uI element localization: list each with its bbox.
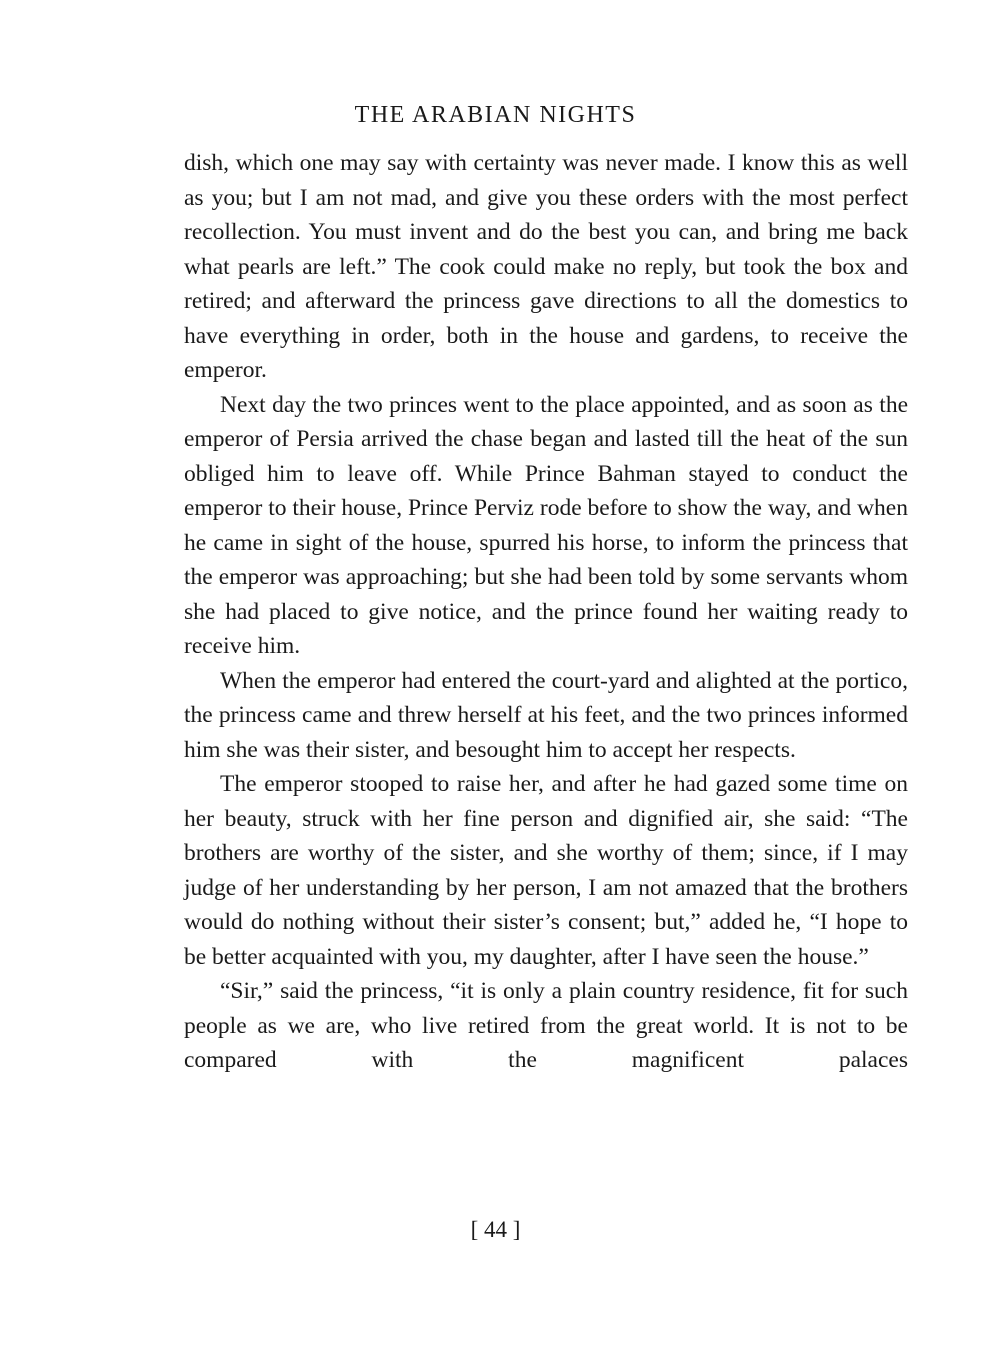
paragraph: “Sir,” said the princess, “it is only a plain country residence, fit for such people as we are, who live retired from the great world. It is not to be compared with the magnificent palaces xyxy=(184,978,908,1073)
running-head: THE ARABIAN NIGHTS xyxy=(354,102,637,128)
paragraph: Next day the two princes went to the place appointed, and as soon as the emperor of Persia arrived the chase began and lasted till the heat of the sun obliged him to leave off. While Prince Bahman stayed to conduct the emperor to their house, Prince Perviz rode before to show the way, and when he came in sight of the house, spurred his horse, to inform the princess that the emperor was approaching; but she had been told by some servants whom she had placed to give notice, and the prince found her waiting ready to receive him. xyxy=(184,391,908,659)
paragraph: The emperor stooped to raise her, and after he had gazed some time on her beauty, struck with her fine person and dignified air, she said: “The brothers are worthy of the sister, and she worthy of them; since, if I may judge of her understanding by her person, I am not amazed that the brothers would do nothing without their sister’s consent; but,” added he, “I hope to be better acquainted with you, my daughter, after I have seen the house.” xyxy=(184,771,908,970)
paragraph: dish, which one may say with certainty was never made. I know this as well as you; but I am not mad, and give you these orders with the most perfect recollection. You must invent and do the best you can, and bring me back what pearls are left.” The cook could make no reply, but took the box and retired; and afterward the princess gave directions to all the domestics to have everything in order, both in the house and gardens, to receive the emperor. xyxy=(184,150,908,383)
paragraph: When the emperor had entered the court-yard and alighted at the portico, the princess came and threw herself at his feet, and the two princes informed him she was their sister, and besought him to accept her respects. xyxy=(184,667,908,763)
body-text xyxy=(184,146,908,1078)
page-number: [ 44 ] xyxy=(470,1217,521,1242)
